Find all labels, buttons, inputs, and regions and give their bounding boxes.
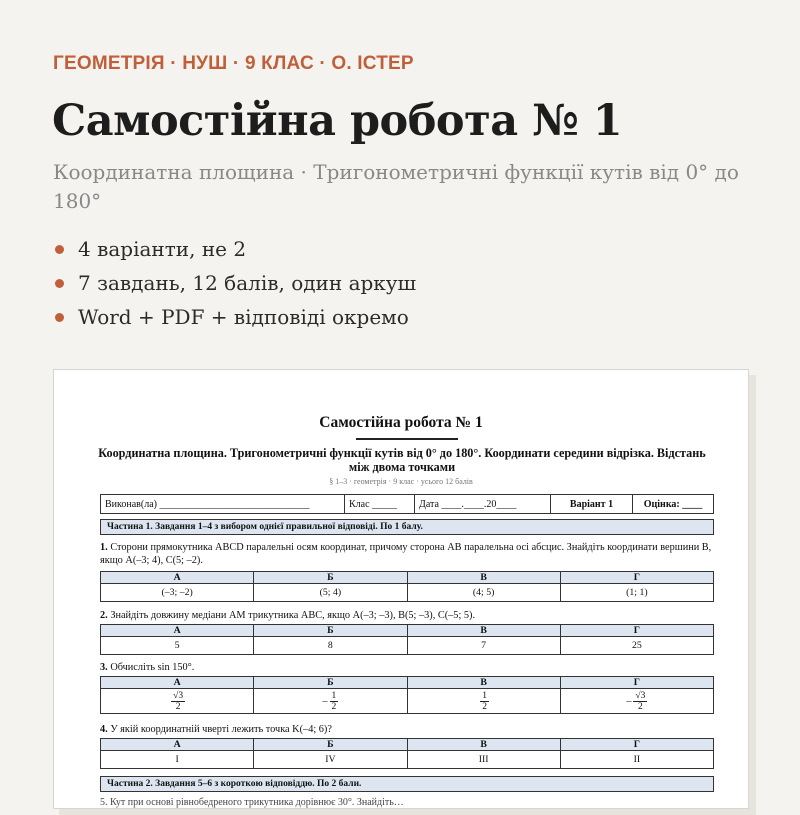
dot-icon — [55, 313, 64, 322]
worksheet-note: § 1–3 · геометрія · 9 клас · усього 12 балів — [329, 477, 473, 486]
question-3 — [100, 661, 714, 674]
question-text: У якій координатній чверті лежить точка K(–4; 6)? — [110, 724, 332, 735]
fraction-denominator: 2 — [482, 701, 487, 712]
page-subtitle: Координатна площина · Тригонометричні функції кутів від 0° до 180° — [53, 160, 739, 213]
worksheet-preview — [53, 369, 749, 809]
question-5-partial: 5. Кут при основі рівнобедреного трикутника дорівнює 30°. Знайдіть… — [100, 797, 404, 808]
option-letter: А — [101, 677, 254, 689]
fraction — [323, 691, 339, 712]
option-letter: В — [407, 625, 560, 637]
question-number: 3. — [100, 662, 108, 673]
option-letter: Б — [254, 572, 407, 584]
answer-option: 7 — [407, 637, 560, 655]
fraction-denominator: 2 — [331, 701, 337, 712]
answer-option: IV — [254, 751, 407, 769]
answer-option — [560, 689, 713, 714]
answer-option: (–3; –2) — [101, 584, 254, 602]
dot-icon — [55, 245, 64, 254]
question-2 — [100, 609, 714, 622]
feature-text: 7 завдань, 12 балів, один аркуш — [78, 271, 417, 295]
option-letter: А — [101, 739, 254, 751]
subject-tagline: ГЕОМЕТРІЯ · НУШ · 9 КЛАС · О. ІСТЕР — [53, 53, 414, 74]
fraction — [626, 691, 647, 712]
option-letter: Б — [254, 625, 407, 637]
worksheet-title: Самостійна робота № 1 — [319, 414, 483, 431]
answer-option: 5 — [101, 637, 254, 655]
feature-text: 4 варіанти, не 2 — [78, 237, 247, 261]
option-letter: Г — [560, 572, 713, 584]
answer-option: (4; 5) — [407, 584, 560, 602]
question-4 — [100, 723, 714, 736]
question-1 — [100, 541, 714, 567]
answer-table-3 — [100, 676, 714, 714]
answer-option: 25 — [560, 637, 713, 655]
feature-list — [55, 232, 416, 334]
part-1-heading: Частина 1. Завдання 1–4 з вибором однієї правильної відповіді. По 1 балу. — [100, 519, 714, 535]
answer-table-4 — [100, 738, 714, 769]
fraction-denominator: 2 — [175, 701, 181, 712]
answer-option: (5; 4) — [254, 584, 407, 602]
feature-text: Word + PDF + відповіді окремо — [78, 305, 409, 329]
dot-icon — [55, 279, 64, 288]
page-title: Самостійна робота № 1 — [52, 96, 623, 146]
feature-item — [55, 266, 416, 300]
option-letter: В — [407, 572, 560, 584]
answer-option: (1; 1) — [560, 584, 713, 602]
question-text: Обчисліть sin 150°. — [110, 662, 195, 673]
answer-option: III — [407, 751, 560, 769]
name-field: Виконав(ла) ______________________________ — [101, 495, 345, 513]
option-letter: В — [407, 677, 560, 689]
feature-item — [55, 232, 416, 266]
fraction — [169, 691, 185, 712]
fraction-numerator: √3 — [173, 690, 184, 701]
fraction-numerator: √3 — [635, 690, 646, 701]
fraction-denominator: 2 — [638, 701, 643, 712]
part-2-heading: Частина 2. Завдання 5–6 з короткою відповіддю. По 2 бали. — [100, 776, 714, 792]
worksheet-subtitle: Координатна площина. Тригонометричні функції кутів від 0° до 180°. Координати середини відрізка. Відстань між двома точками — [98, 446, 706, 474]
option-letter: Б — [254, 739, 407, 751]
option-letter: А — [101, 625, 254, 637]
fraction-numerator: 1 — [331, 690, 337, 701]
option-letter: Г — [560, 677, 713, 689]
answer-option — [407, 689, 560, 714]
question-number: 4. — [100, 724, 108, 735]
option-letter: Б — [254, 677, 407, 689]
answer-option: 8 — [254, 637, 407, 655]
answer-option: II — [560, 751, 713, 769]
option-letter: В — [407, 739, 560, 751]
variant-label: Варіант 1 — [551, 495, 633, 513]
answer-option: I — [101, 751, 254, 769]
answer-option — [101, 689, 254, 714]
option-letter: А — [101, 572, 254, 584]
fraction-sign: – — [322, 695, 328, 707]
option-letter: Г — [560, 739, 713, 751]
date-field: Дата ____.____.20____ — [415, 495, 551, 513]
question-number: 1. — [100, 542, 108, 553]
question-text: Знайдіть довжину медіани AM трикутника ABC, якщо A(–3; –3), B(5; –3), C(–5; 5). — [110, 610, 476, 621]
answer-table-1 — [100, 571, 714, 602]
fraction-numerator: 1 — [482, 690, 487, 701]
option-letter: Г — [560, 625, 713, 637]
fraction-sign: – — [626, 695, 632, 707]
answer-table-2 — [100, 624, 714, 655]
question-number: 2. — [100, 610, 108, 621]
answer-option — [254, 689, 407, 714]
grade-field: Оцінка: ____ — [643, 498, 703, 510]
title-underline — [356, 438, 458, 440]
feature-item — [55, 300, 416, 334]
class-field: Клас _____ — [345, 495, 415, 513]
fraction — [478, 691, 489, 712]
question-text: Сторони прямокутника ABCD паралельні осям координат, причому сторона AB паралельна осі абсцис. Знайдіть координати вершини B, якщо A(–3; 4), C(5; –2). — [100, 542, 712, 566]
student-info-row — [100, 494, 714, 514]
